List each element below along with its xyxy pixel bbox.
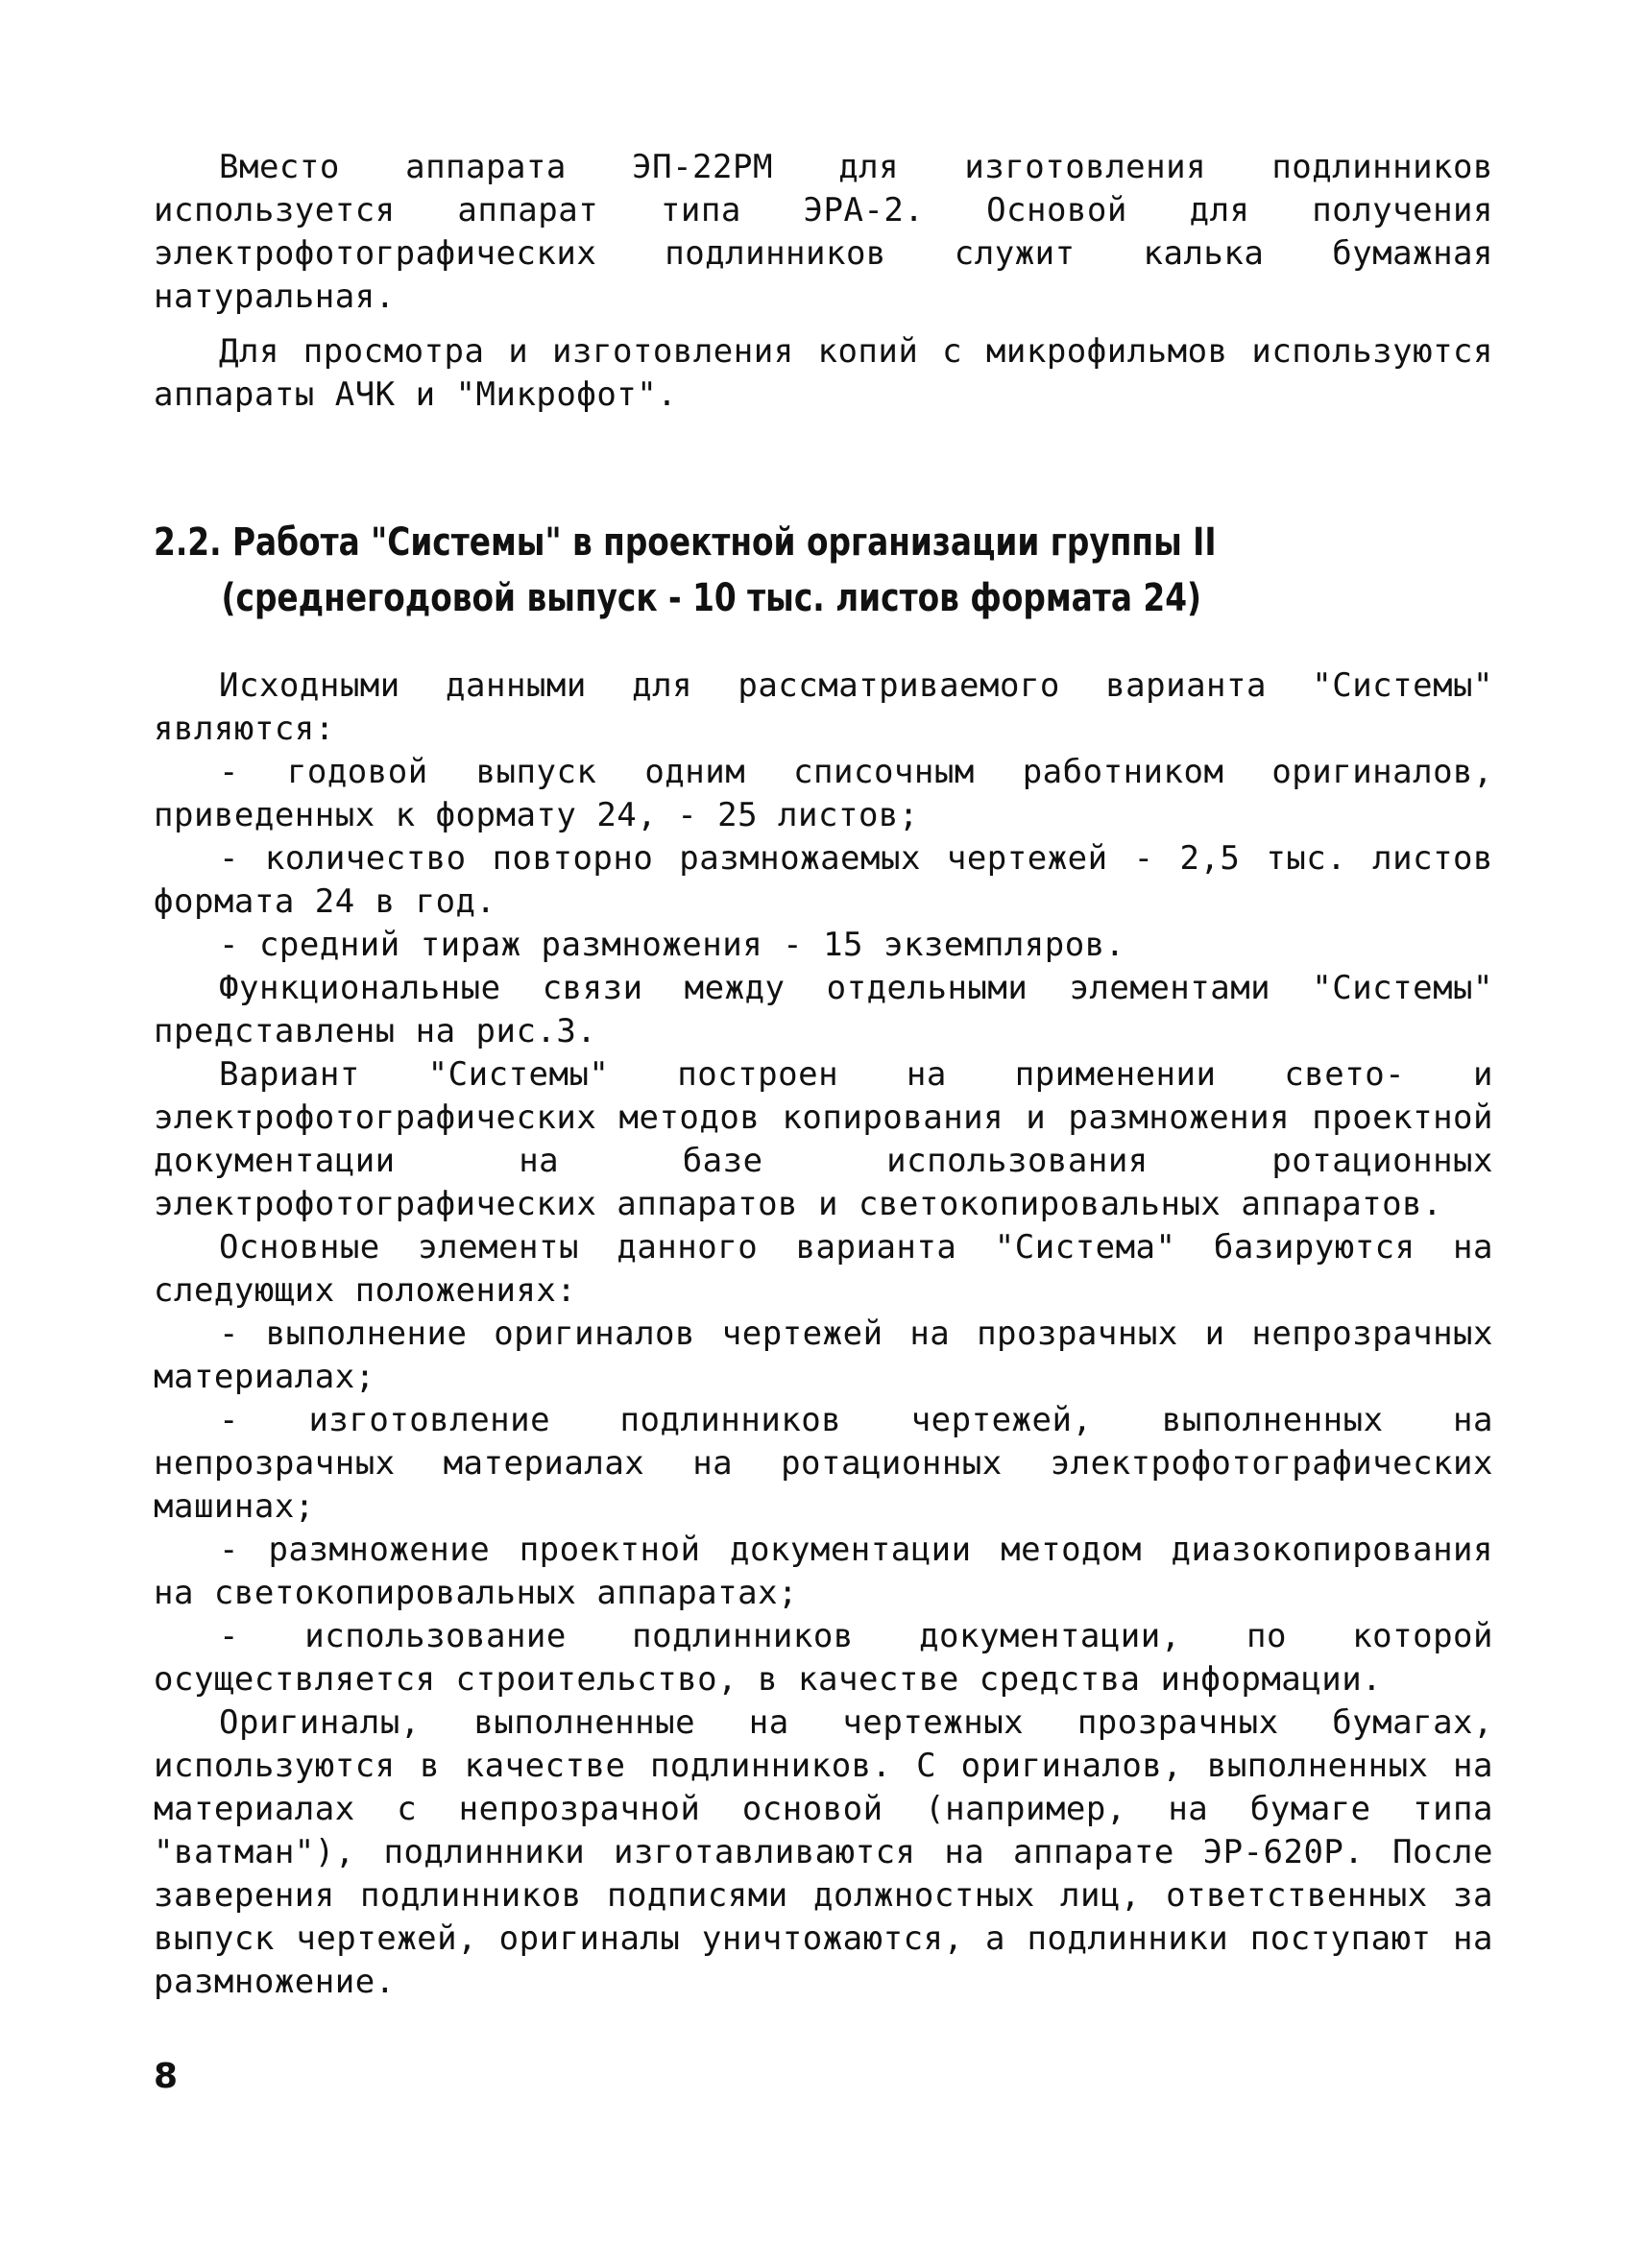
intro-text xyxy=(154,146,1493,428)
paragraph-microfilm: Для просмотра и изготовления копий с микрофильмов используются аппараты АЧК и "Микрофот". xyxy=(154,332,1493,414)
paragraph-era2: Вместо аппарата ЭП-22РМ для изготовления подлинников используется аппарат типа ЭРА-2. Основой для получения электрофотографических подлинников служит калька бумажная натуральная. xyxy=(154,148,1493,316)
section-body xyxy=(154,664,1493,2004)
paragraph-originals: Оригиналы, выполненные на чертежных прозрачных бумагах, используются в качестве подлинников. С оригиналов, выполненных на материалах с непрозрачной основой (например, на бумаге типа "ватман"), подлинники изготавливаются на аппарате ЭР-620Р. После заверения подлинников подписями должностных лиц, ответственных за выпуск чертежей, оригиналы уничтожаются, а подлинники поступают на размножение. xyxy=(154,1703,1493,2001)
paragraph-initial-data: Исходными данными для рассматриваемого варианта "Системы" являются: xyxy=(154,666,1493,748)
list-item: - размножение проектной документации методом диазокопирования на светокопировальных аппаратах; xyxy=(154,1531,1493,1612)
paragraph-main-elements: Основные элементы данного варианта "Система" базируются на следующих положениях: xyxy=(154,1228,1493,1310)
list-item: - изготовление подлинников чертежей, выполненных на непрозрачных материалах на ротационных электрофотографических машинах; xyxy=(154,1401,1493,1526)
section-heading-line2: (среднегодовой выпуск - 10 тыс. листов формата 24) xyxy=(221,576,1202,620)
list-item: - годовой выпуск одним списочным работником оригиналов, приведенных к формату 24, - 25 листов; xyxy=(154,753,1493,834)
list-item: - средний тираж размножения - 15 экземпляров. xyxy=(219,926,1125,964)
paragraph-variant: Вариант "Системы" построен на применении свето- и электрофотографических методов копирования и размножения проектной документации на базе использования ротационных электрофотографических аппаратов и светокопировальных аппаратов. xyxy=(154,1055,1493,1223)
list-item: - количество повторно размножаемых чертежей - 2,5 тыс. листов формата 24 в год. xyxy=(154,839,1493,921)
page-number: 8 xyxy=(154,2057,179,2096)
section-heading-line1: 2.2. Работа "Системы" в проектной организации группы II xyxy=(154,520,1217,565)
paragraph-functional-links: Функциональные связи между отдельными элементами "Системы" представлены на рис.3. xyxy=(154,969,1493,1050)
section-heading xyxy=(154,515,1252,626)
list-item: - выполнение оригиналов чертежей на прозрачных и непрозрачных материалах; xyxy=(154,1315,1493,1396)
list-item: - использование подлинников документации, по которой осуществляется строительство, в качестве средства информации. xyxy=(154,1617,1493,1699)
